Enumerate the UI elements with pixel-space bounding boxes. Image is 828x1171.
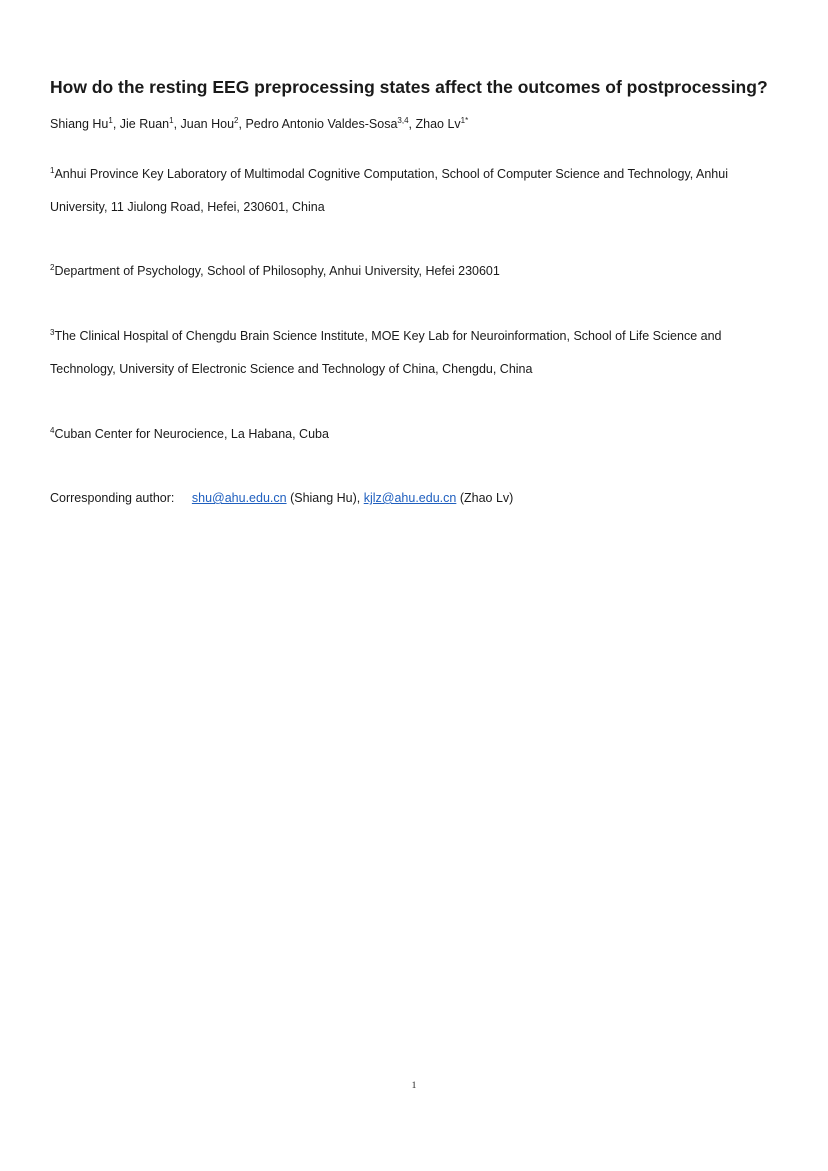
affiliation-mark: 4 (50, 426, 55, 435)
author-separator: , (238, 117, 246, 131)
author-name: Shiang Hu (50, 117, 109, 131)
affiliation-mark: 1 (50, 166, 55, 175)
corresponding-name: (Zhao Lv) (459, 491, 514, 505)
author-separator: , (112, 117, 120, 131)
affiliation-text: The Clinical Hospital of Chengdu Brain Science Institute, MOE Key Lab for Neuroinformation, School of Life Science and Technology, University of Electronic Science and Technology of China, Chengdu, China (50, 329, 722, 376)
author-name: Pedro Antonio Valdes-Sosa (245, 117, 398, 131)
author-separator: , (408, 117, 416, 131)
corresponding-name: (Shiang Hu), (290, 491, 361, 505)
author-affiliation-mark: 1* (460, 116, 469, 125)
author-name: Juan Hou (180, 117, 235, 131)
corresponding-label: Corresponding author: (50, 491, 175, 505)
affiliation-text: Department of Psychology, School of Philosophy, Anhui University, Hefei 230601 (54, 264, 500, 278)
affiliation-text: Cuban Center for Neurocience, La Habana, Cuba (54, 427, 329, 441)
author-affiliation-mark: 1 (108, 116, 113, 125)
email-link-zhao-lv[interactable]: kjlz@ahu.edu.cn (363, 491, 457, 505)
author-affiliation-mark: 2 (234, 116, 239, 125)
affiliation-mark: 3 (50, 328, 55, 337)
email-link-shiang-hu[interactable]: shu@ahu.edu.cn (191, 491, 287, 505)
author-name: Jie Ruan (119, 117, 170, 131)
affiliation-text: Anhui Province Key Laboratory of Multimodal Cognitive Computation, School of Computer Science and Technology, Anhui University, 11 Jiulong Road, Hefei, 230601, China (50, 167, 728, 214)
paper-title: How do the resting EEG preprocessing states affect the outcomes of postprocessing? (50, 77, 768, 97)
affiliation-3 (50, 320, 785, 386)
corresponding-author (50, 491, 513, 505)
affiliation-2 (50, 255, 785, 288)
author-separator: , (173, 117, 181, 131)
affiliation-1 (50, 158, 785, 224)
author-name: Zhao Lv (415, 117, 461, 131)
author-list (50, 117, 468, 131)
affiliation-mark: 2 (50, 263, 55, 272)
author-affiliation-mark: 1 (169, 116, 174, 125)
affiliation-4 (50, 418, 785, 451)
page-number: 1 (411, 1081, 417, 1091)
author-affiliation-mark: 3,4 (397, 116, 409, 125)
